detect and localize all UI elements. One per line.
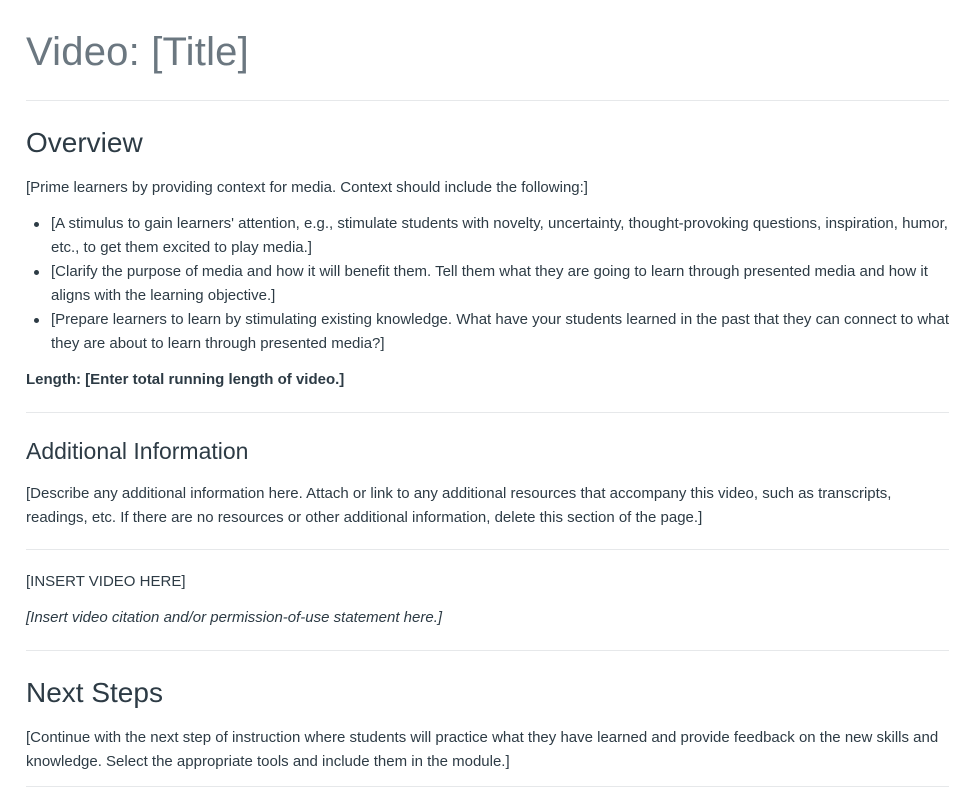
- bullet-icon: [34, 318, 39, 323]
- list-item: [26, 308, 949, 356]
- divider: [26, 786, 949, 787]
- list-item-text: [Clarify the purpose of media and how it will benefit them. Tell them what they are going to learn through presented media and how it aligns with the learning objective.]: [51, 263, 928, 304]
- video-placeholder: [INSERT VIDEO HERE]: [26, 573, 186, 590]
- list-item: [26, 260, 949, 308]
- next-steps-body: [Continue with the next step of instruction where students will practice what they have learned and provide feedback on the new skills and knowledge. Select the appropriate tools and include them in the module.]: [26, 729, 939, 770]
- next-steps-heading: Next Steps: [26, 677, 163, 708]
- page-title: Video: [Title]: [26, 30, 249, 74]
- divider: [26, 100, 949, 101]
- video-length: Length: [Enter total running length of video.]: [26, 371, 345, 388]
- overview-heading: Overview: [26, 127, 143, 158]
- divider: [26, 412, 949, 413]
- additional-info-heading: Additional Information: [26, 438, 249, 464]
- list-item-text: [A stimulus to gain learners' attention, e.g., stimulate students with novelty, uncertainty, thought-provoking questions, inspiration, humor, etc., to get them excited to play media.]: [51, 215, 948, 256]
- list-item: [26, 212, 949, 260]
- overview-bullet-list: [26, 212, 949, 356]
- bullet-icon: [34, 222, 39, 227]
- video-citation: [Insert video citation and/or permission-of-use statement here.]: [26, 609, 443, 626]
- overview-intro: [Prime learners by providing context for media. Context should include the following:]: [26, 179, 588, 196]
- bullet-icon: [34, 270, 39, 275]
- divider: [26, 650, 949, 651]
- list-item-text: [Prepare learners to learn by stimulating existing knowledge. What have your students learned in the past that they can connect to what they are about to learn through presented media?]: [51, 311, 950, 352]
- additional-info-body: [Describe any additional information here. Attach or link to any additional resources that accompany this video, such as transcripts, readings, etc. If there are no resources or other additional information, delete this section of the page.]: [26, 485, 892, 526]
- divider: [26, 549, 949, 550]
